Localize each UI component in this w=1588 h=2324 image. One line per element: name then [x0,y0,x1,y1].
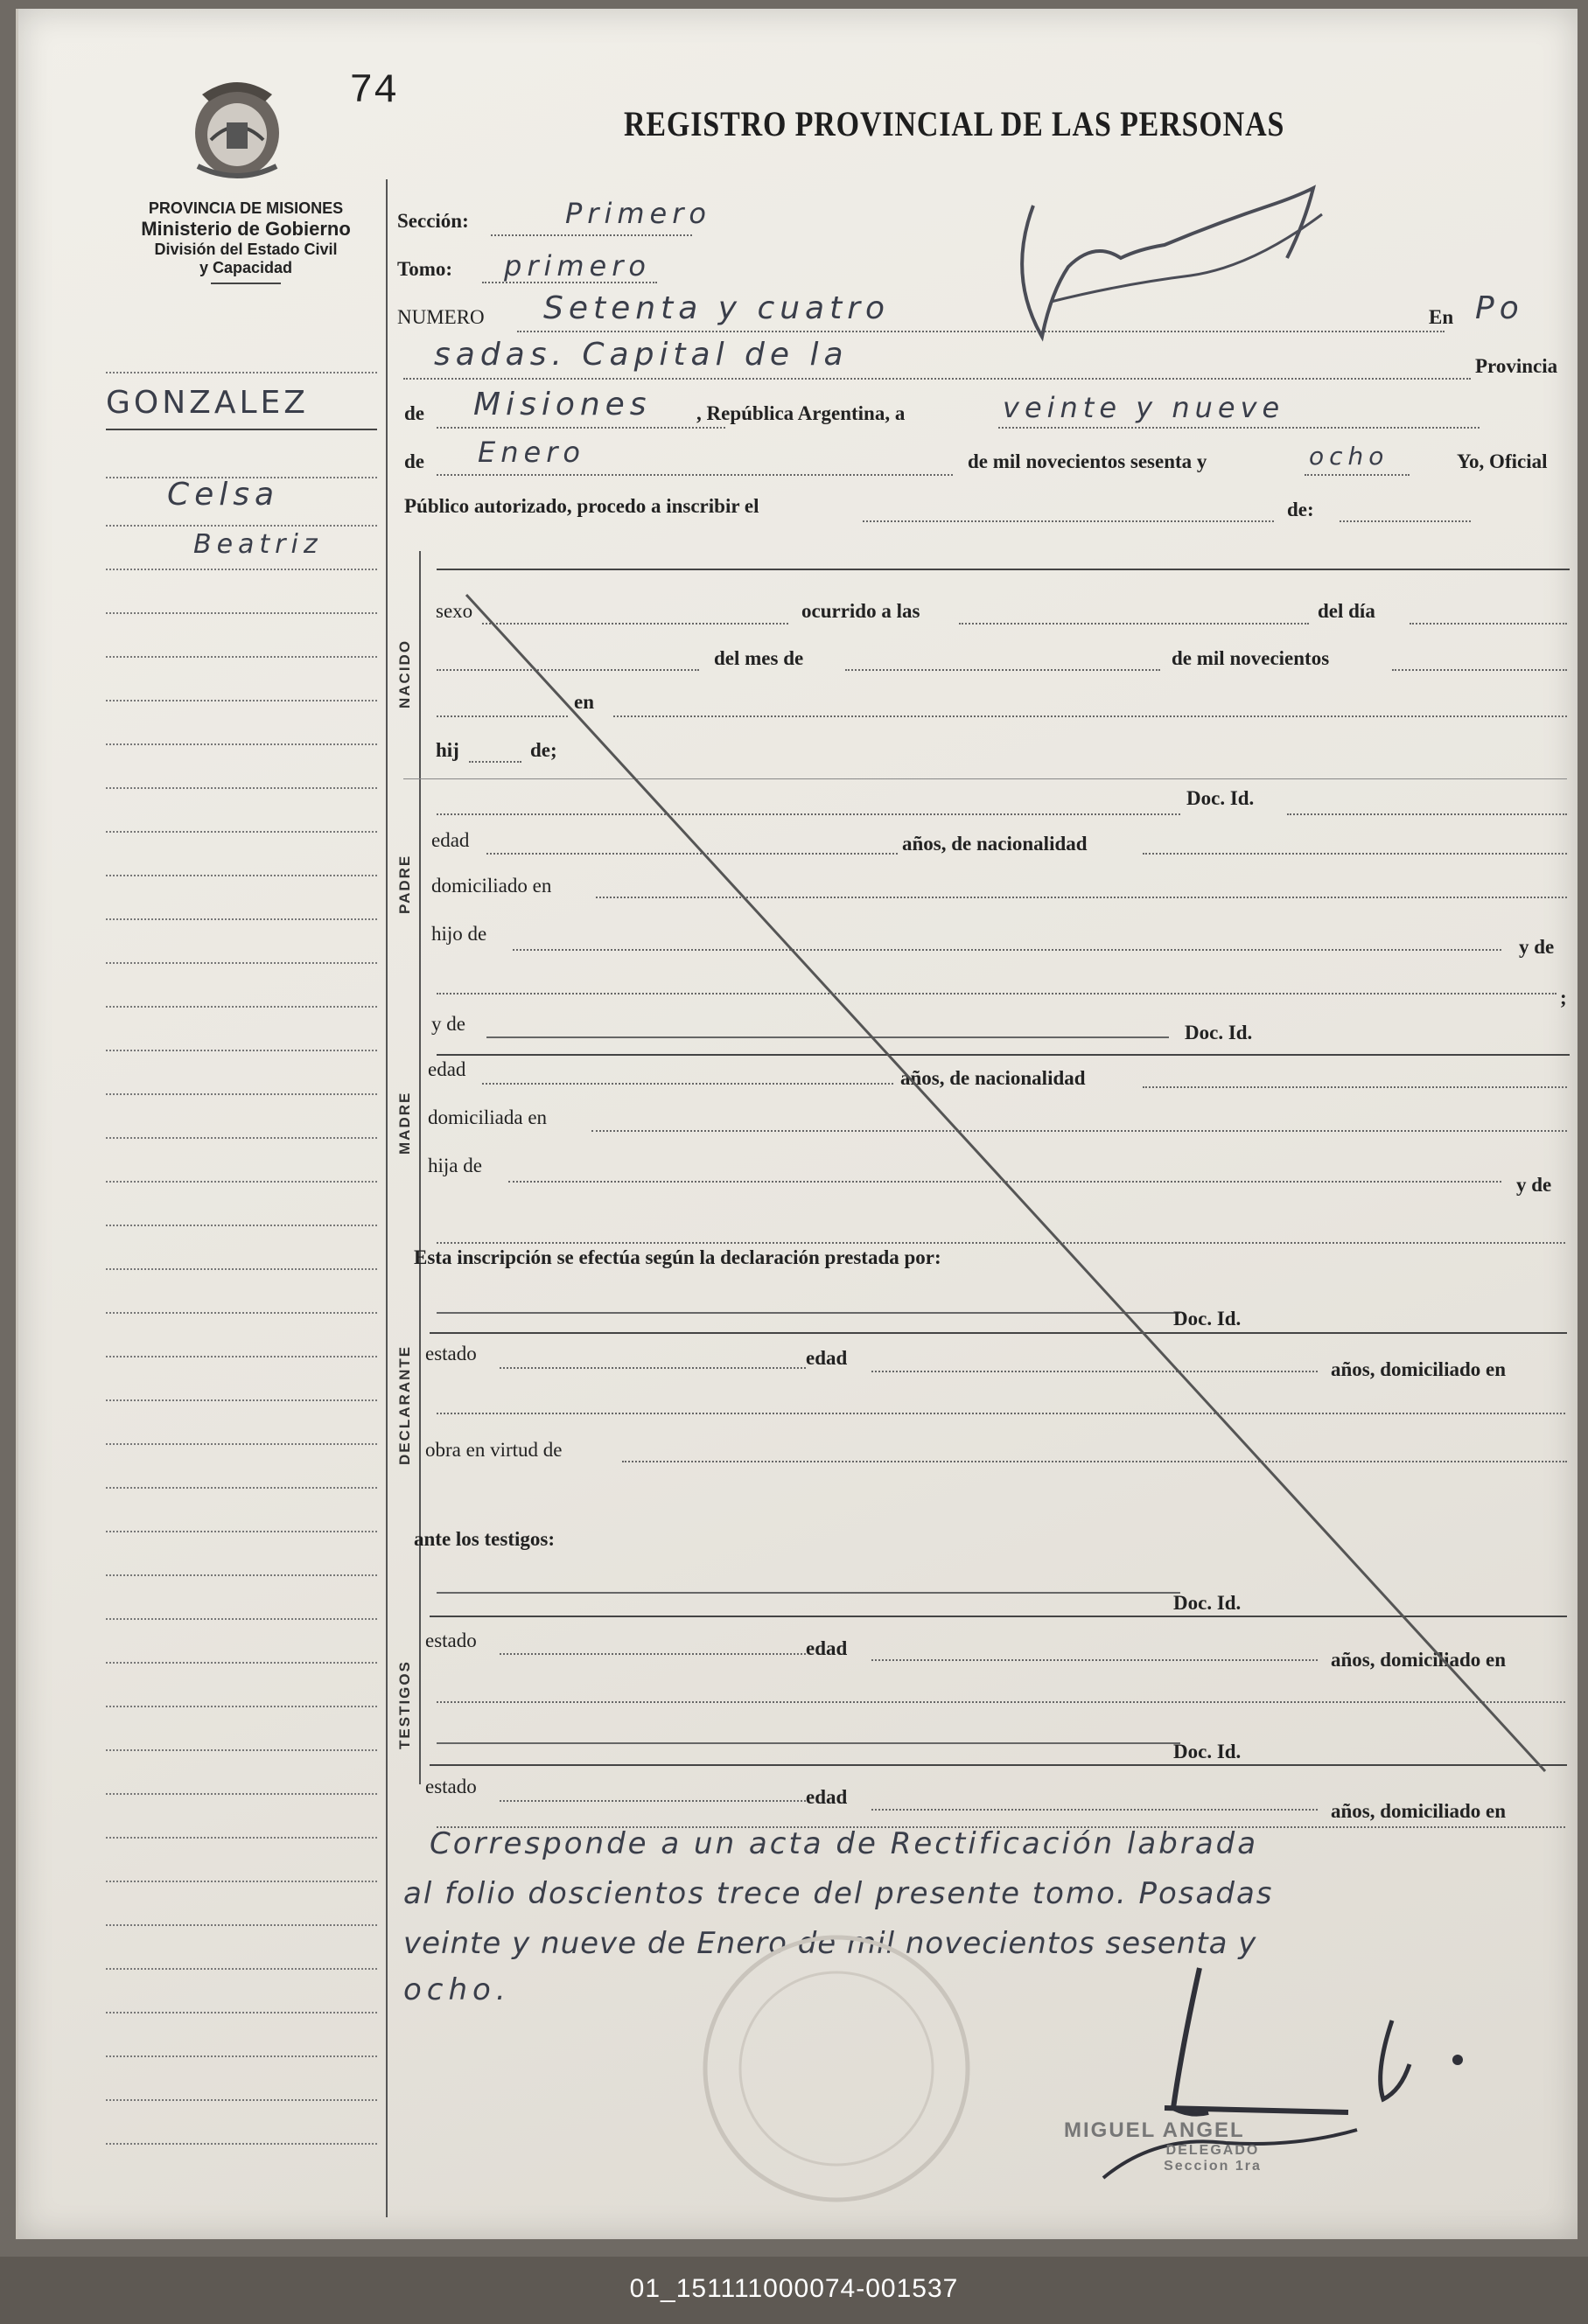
year-value: ocho [1309,442,1389,471]
testigos-edad-label-2: edad [806,1786,848,1808]
office-line-4: y Capacidad [199,259,293,276]
tomo-label: Tomo: [397,258,453,280]
year-label: de mil novecientos sesenta y [968,450,1207,472]
madre-hija-de-label: hija de [428,1155,482,1176]
de-semicolon-label: de; [530,739,557,761]
testigos-anos-label-2: años, domiciliado en [1331,1800,1507,1822]
side-label-declarante: DECLARANTE [396,1344,413,1465]
image-caption: 01_151111000074-001537 [629,2274,959,2303]
page-title: REGISTRO PROVINCIAL DE LAS PERSONAS [624,104,1285,143]
office-line-1: PROVINCIA DE MISIONES [148,199,344,217]
testigos-estado-label-2: estado [425,1776,477,1797]
declarante-estado-label: estado [425,1343,477,1364]
testigos-anos-label-1: años, domiciliado en [1331,1649,1507,1671]
mil-novecientos-label: de mil novecientos [1172,647,1330,669]
padre-anos-label: años, de nacionalidad [902,833,1088,855]
margin-given-name-1: Celsa [167,477,280,513]
tomo-value: primero [504,249,651,283]
side-label-madre: MADRE [396,1091,413,1155]
sexo-label: sexo [436,600,473,622]
oficial-label: Yo, Oficial [1457,450,1548,472]
hij-label: hij [436,739,459,761]
de-label-1: de [404,402,424,424]
page-number: 74 [349,68,398,114]
madre-y-de-label: y de [1516,1174,1552,1196]
padre-hijo-de-label: hijo de [431,923,487,945]
padre-doc-label: Doc. Id. [1186,787,1255,809]
official-stamp [1064,2118,1361,2174]
madre-anos-label: años, de nacionalidad [900,1067,1086,1089]
cancellation-diagonal [18,9,1578,1850]
testigos-doc-label-2: Doc. Id. [1173,1741,1242,1762]
seccion-value: Primero [565,197,711,230]
side-label-testigos: TESTIGOS [396,1660,413,1749]
padre-edad-label: edad [431,829,470,851]
madre-y-de-top-label: y de [431,1013,465,1035]
margin-given-name-2: Beatriz [193,529,323,560]
date-value: veinte y nueve [1003,391,1285,424]
testigos-estado-label-1: estado [425,1630,477,1651]
annotation-line-2: al folio doscientos trece del presente tomo. Posadas [403,1876,1274,1911]
ocurrido-label: ocurrido a las [801,600,920,622]
padre-y-de-label: y de [1519,936,1555,958]
declarante-anos-label: años, domiciliado en [1331,1358,1507,1380]
declarante-intro: Esta inscripción se efectúa según la declaración prestada por: [414,1246,941,1268]
declarante-obra-label: obra en virtud de [425,1439,563,1461]
stamp-line-2: DELEGADO [1165,2143,1260,2158]
testigos-edad-label-1: edad [806,1637,848,1659]
provincia-label: Provincia [1475,355,1558,377]
margin-surname: GONZALEZ [106,385,309,421]
del-dia-label: del día [1318,600,1375,622]
annotation-line-3: veinte y nueve de Enero de mil novecientos sesenta y [403,1926,1257,1961]
month-value: Enero [478,436,585,469]
numero-value: Setenta y cuatro [543,290,891,326]
en-birth-label: en [574,691,594,713]
madre-domiciliada-label: domiciliada en [428,1106,548,1128]
declarante-doc-label: Doc. Id. [1173,1308,1242,1329]
line2-value: sadas. Capital de la [434,337,849,373]
annotation-line-4: ocho. [403,1972,511,2007]
register-page [16,9,1578,2239]
publico-label: Público autorizado, procedo a inscribir el [404,495,759,517]
testigos-intro: ante los testigos: [414,1528,555,1550]
en-value: Po [1475,290,1524,326]
padre-semicolon: ; [1560,987,1567,1008]
declarante-edad-label: edad [806,1347,848,1369]
office-line-2: Ministerio de Gobierno [141,218,351,240]
stamp-line-1: MIGUEL ANGEL [1064,2118,1245,2142]
madre-edad-label: edad [428,1058,466,1080]
testigos-doc-label-1: Doc. Id. [1173,1592,1242,1614]
del-mes-label: del mes de [714,647,804,669]
de-label-2: de [404,450,424,472]
padre-domiciliado-label: domiciliado en [431,875,552,897]
de-value-1: Misiones [473,387,652,422]
numero-label: NUMERO [397,306,485,328]
madre-doc-label: Doc. Id. [1185,1022,1253,1043]
republica-label: , República Argentina, a [696,402,906,424]
en-label: En [1429,306,1454,328]
side-label-nacido: NACIDO [396,639,413,708]
side-label-padre: PADRE [396,854,413,914]
stamp-line-3: Seccion 1ra [1164,2159,1262,2174]
office-line-3: División del Estado Civil [154,241,338,258]
annotation-line-1: Corresponde a un acta de Rectificación labrada [430,1826,1259,1861]
seccion-label: Sección: [397,210,469,232]
round-seal-icon [692,1924,981,2217]
de-colon: de: [1287,499,1314,520]
